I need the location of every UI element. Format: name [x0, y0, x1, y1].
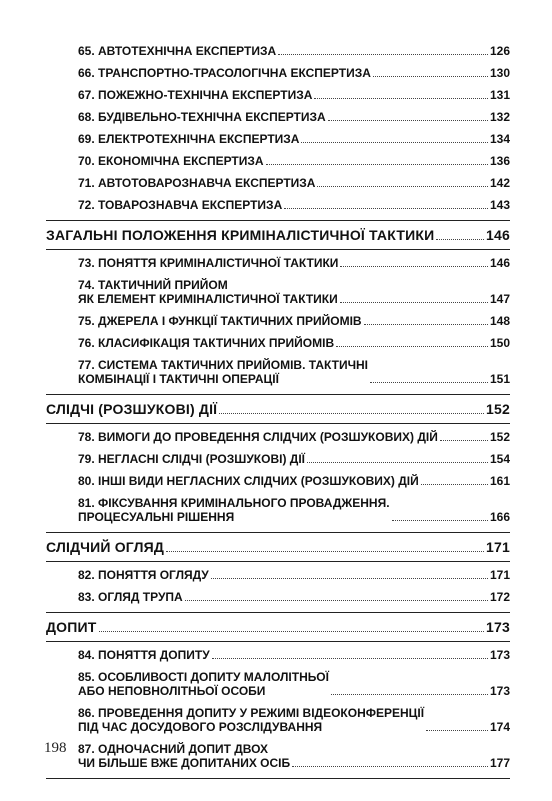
toc-entry — [46, 154, 510, 168]
page-number: 198 — [44, 740, 67, 756]
toc-entry-title — [78, 706, 424, 734]
toc-section-entry — [46, 401, 510, 417]
toc-section-entry — [46, 227, 510, 243]
toc-entry-title-line: 80. ІНШІ ВИДИ НЕГЛАСНИХ СЛІДЧИХ (РОЗШУКОВИХ) ДІЙ — [78, 474, 419, 488]
dot-leader — [219, 413, 484, 414]
toc-entry-title-line: 68. БУДІВЕЛЬНО-ТЕХНІЧНА ЕКСПЕРТИЗА — [78, 110, 326, 124]
toc-entry-title — [78, 154, 264, 168]
toc-entry — [46, 278, 510, 306]
toc-entry-title — [78, 132, 299, 146]
toc-page-number: 171 — [489, 568, 510, 582]
dot-leader — [166, 551, 484, 552]
dot-leader — [278, 54, 488, 55]
toc-section-entry — [46, 539, 510, 555]
toc-entry — [46, 314, 510, 328]
toc-entry-title-line: 84. ПОНЯТТЯ ДОПИТУ — [78, 648, 210, 662]
toc-entry — [46, 336, 510, 350]
toc-entry-title-line: ЯК ЕЛЕМЕНТ КРИМІНАЛІСТИЧНОЇ ТАКТИКИ — [78, 292, 338, 306]
toc-entry-title-line: КОМБІНАЦІЇ І ТАКТИЧНІ ОПЕРАЦІЇ — [78, 372, 279, 386]
toc-entry-title-line: ЗАГАЛЬНІ ПОЛОЖЕННЯ КРИМІНАЛІСТИЧНОЇ ТАКТИКИ — [46, 227, 435, 243]
toc-entry-title-line: 83. ОГЛЯД ТРУПА — [78, 590, 183, 604]
toc-entry-title-line: ДОПИТ — [46, 619, 97, 635]
divider — [46, 532, 510, 533]
dot-leader — [317, 186, 487, 187]
toc-entry-title — [46, 539, 164, 555]
toc-page-number: 161 — [489, 474, 510, 488]
dot-leader — [436, 239, 484, 240]
toc-page-number: 142 — [489, 176, 510, 190]
toc-page-number: 173 — [489, 648, 510, 662]
toc-entry-title — [78, 568, 209, 582]
toc-page-number: 152 — [489, 430, 510, 444]
divider — [46, 778, 510, 779]
toc-page-number: 173 — [486, 619, 510, 635]
dot-leader — [99, 631, 484, 632]
divider — [46, 641, 510, 642]
toc-page-number: 132 — [489, 110, 510, 124]
toc-entry-title — [78, 88, 312, 102]
dot-leader — [440, 440, 488, 441]
toc-page-number: 173 — [489, 684, 510, 698]
toc-entry-title — [46, 619, 97, 635]
toc-entry-title-line: 67. ПОЖЕЖНО-ТЕХНІЧНА ЕКСПЕРТИЗА — [78, 88, 313, 102]
toc-section-entry — [46, 619, 510, 635]
toc-entry-title-line: 82. ПОНЯТТЯ ОГЛЯДУ — [78, 568, 209, 582]
dot-leader — [373, 76, 488, 77]
toc-page-number: 152 — [486, 401, 510, 417]
toc-entry-title-line: 70. ЕКОНОМІЧНА ЕКСПЕРТИЗА — [78, 154, 264, 168]
toc-entry-title — [78, 278, 338, 306]
toc-page-number: 146 — [486, 227, 510, 243]
toc-entry-title — [46, 401, 217, 417]
toc-entry-title — [78, 176, 315, 190]
toc-entry-title — [78, 474, 419, 488]
dot-leader — [301, 142, 488, 143]
toc-page-number: 151 — [489, 372, 510, 386]
toc-entry — [46, 132, 510, 146]
dot-leader — [340, 302, 488, 303]
toc-page-number: 136 — [489, 154, 510, 168]
toc-entry-title — [46, 227, 434, 243]
toc-page-number: 148 — [489, 314, 510, 328]
toc-entry-title — [78, 110, 326, 124]
toc-entry-title — [78, 452, 305, 466]
toc-page-number: 150 — [489, 336, 510, 350]
divider — [46, 612, 510, 613]
divider — [46, 394, 510, 395]
toc-entry-title-line: СЛІДЧІ (РОЗШУКОВІ) ДІЇ — [46, 401, 218, 417]
toc-entry — [46, 44, 510, 58]
divider — [46, 220, 510, 221]
toc-entry-title-line: 65. АВТОТЕХНІЧНА ЕКСПЕРТИЗА — [78, 44, 277, 58]
toc-entry-title — [78, 198, 282, 212]
toc-entry — [46, 648, 510, 662]
toc-page-number: 126 — [489, 44, 510, 58]
toc-entry-title-line: 76. КЛАСИФІКАЦІЯ ТАКТИЧНИХ ПРИЙОМІВ — [78, 336, 335, 350]
toc-entry-title-line: 73. ПОНЯТТЯ КРИМІНАЛІСТИЧНОЇ ТАКТИКИ — [78, 256, 339, 270]
toc-entry-title-line: 75. ДЖЕРЕЛА І ФУНКЦІЇ ТАКТИЧНИХ ПРИЙОМІВ — [78, 314, 362, 328]
dot-leader — [328, 120, 488, 121]
toc-entry — [46, 66, 510, 80]
toc-entry — [46, 176, 510, 190]
toc-page-number: 166 — [489, 510, 510, 524]
toc-entry-title — [78, 66, 371, 80]
toc-entry-title — [78, 314, 362, 328]
toc-page-number: 143 — [489, 198, 510, 212]
dot-leader — [185, 600, 488, 601]
toc-entry — [46, 706, 510, 734]
toc-page-number: 174 — [489, 720, 510, 734]
toc-entry-title-line: 78. ВИМОГИ ДО ПРОВЕДЕННЯ СЛІДЧИХ (РОЗШУКОВИХ) ДІЙ — [78, 430, 438, 444]
toc-page-number: 131 — [489, 88, 510, 102]
toc-entry — [46, 88, 510, 102]
toc-entry-title-line: 72. ТОВАРОЗНАВЧА ЕКСПЕРТИЗА — [78, 198, 283, 212]
toc-entry — [46, 256, 510, 270]
dot-leader — [211, 578, 488, 579]
toc-entry — [46, 742, 510, 770]
dot-leader — [292, 766, 488, 767]
toc-entry-title-line: 87. ОДНОЧАСНИЙ ДОПИТ ДВОХ — [78, 742, 269, 756]
toc-entry-title-line: 66. ТРАНСПОРТНО-ТРАСОЛОГІЧНА ЕКСПЕРТИЗА — [78, 66, 371, 80]
toc-entry-title — [78, 648, 210, 662]
toc-page-number: 171 — [486, 539, 510, 555]
toc-entry-title — [78, 44, 276, 58]
table-of-contents — [46, 44, 510, 785]
dot-leader — [421, 484, 488, 485]
toc-entry-title — [78, 670, 329, 698]
toc-entry — [46, 474, 510, 488]
dot-leader — [307, 462, 488, 463]
toc-page-number: 177 — [489, 756, 510, 770]
toc-entry-title-line: 71. АВТОТОВАРОЗНАВЧА ЕКСПЕРТИЗА — [78, 176, 316, 190]
toc-entry-title — [78, 496, 390, 524]
toc-entry-title-line: ПРОЦЕСУАЛЬНІ РІШЕННЯ — [78, 510, 235, 524]
toc-page-number: 130 — [489, 66, 510, 80]
toc-entry — [46, 198, 510, 212]
dot-leader — [314, 98, 488, 99]
toc-entry-title-line: 74. ТАКТИЧНИЙ ПРИЙОМ — [78, 278, 228, 292]
toc-entry-title — [78, 336, 334, 350]
toc-page-number: 172 — [489, 590, 510, 604]
toc-entry-title — [78, 590, 183, 604]
toc-entry-title-line: 69. ЕЛЕКТРОТЕХНІЧНА ЕКСПЕРТИЗА — [78, 132, 300, 146]
toc-entry-title — [78, 742, 290, 770]
divider — [46, 423, 510, 424]
toc-entry-title — [78, 358, 368, 386]
toc-entry-title-line: 85. ОСОБЛИВОСТІ ДОПИТУ МАЛОЛІТНЬОЇ — [78, 670, 329, 684]
dot-leader — [370, 382, 488, 383]
toc-page-number: 147 — [489, 292, 510, 306]
toc-entry — [46, 452, 510, 466]
toc-page-number: 154 — [489, 452, 510, 466]
toc-entry-title-line: 86. ПРОВЕДЕННЯ ДОПИТУ У РЕЖИМІ ВІДЕОКОНФЕРЕНЦІЇ — [78, 706, 425, 720]
toc-entry-title — [78, 256, 338, 270]
toc-entry — [46, 430, 510, 444]
dot-leader — [284, 208, 488, 209]
toc-entry — [46, 568, 510, 582]
toc-entry-title-line: ЧИ БІЛЬШЕ ВЖЕ ДОПИТАНИХ ОСІБ — [78, 756, 291, 770]
dot-leader — [364, 324, 488, 325]
toc-page-number: 146 — [489, 256, 510, 270]
divider — [46, 249, 510, 250]
toc-entry-title-line: 77. СИСТЕМА ТАКТИЧНИХ ПРИЙОМІВ. ТАКТИЧНІ — [78, 358, 369, 372]
toc-entry — [46, 590, 510, 604]
toc-entry — [46, 358, 510, 386]
toc-entry-title-line: АБО НЕПОВНОЛІТНЬОЇ ОСОБИ — [78, 684, 266, 698]
dot-leader — [392, 520, 488, 521]
toc-entry — [46, 496, 510, 524]
divider — [46, 561, 510, 562]
toc-entry-title-line: 79. НЕГЛАСНІ СЛІДЧІ (РОЗШУКОВІ) ДІЇ — [78, 452, 305, 466]
dot-leader — [212, 658, 488, 659]
dot-leader — [331, 694, 488, 695]
dot-leader — [266, 164, 488, 165]
toc-entry-title-line: ПІД ЧАС ДОСУДОВОГО РОЗСЛІДУВАННЯ — [78, 720, 323, 734]
dot-leader — [426, 730, 488, 731]
dot-leader — [336, 346, 488, 347]
toc-entry-title-line: 81. ФІКСУВАННЯ КРИМІНАЛЬНОГО ПРОВАДЖЕННЯ. — [78, 496, 390, 510]
toc-entry-title-line: СЛІДЧИЙ ОГЛЯД — [46, 539, 165, 555]
toc-page-number: 134 — [489, 132, 510, 146]
toc-entry-title — [78, 430, 438, 444]
dot-leader — [340, 266, 488, 267]
toc-entry — [46, 110, 510, 124]
toc-entry — [46, 670, 510, 698]
